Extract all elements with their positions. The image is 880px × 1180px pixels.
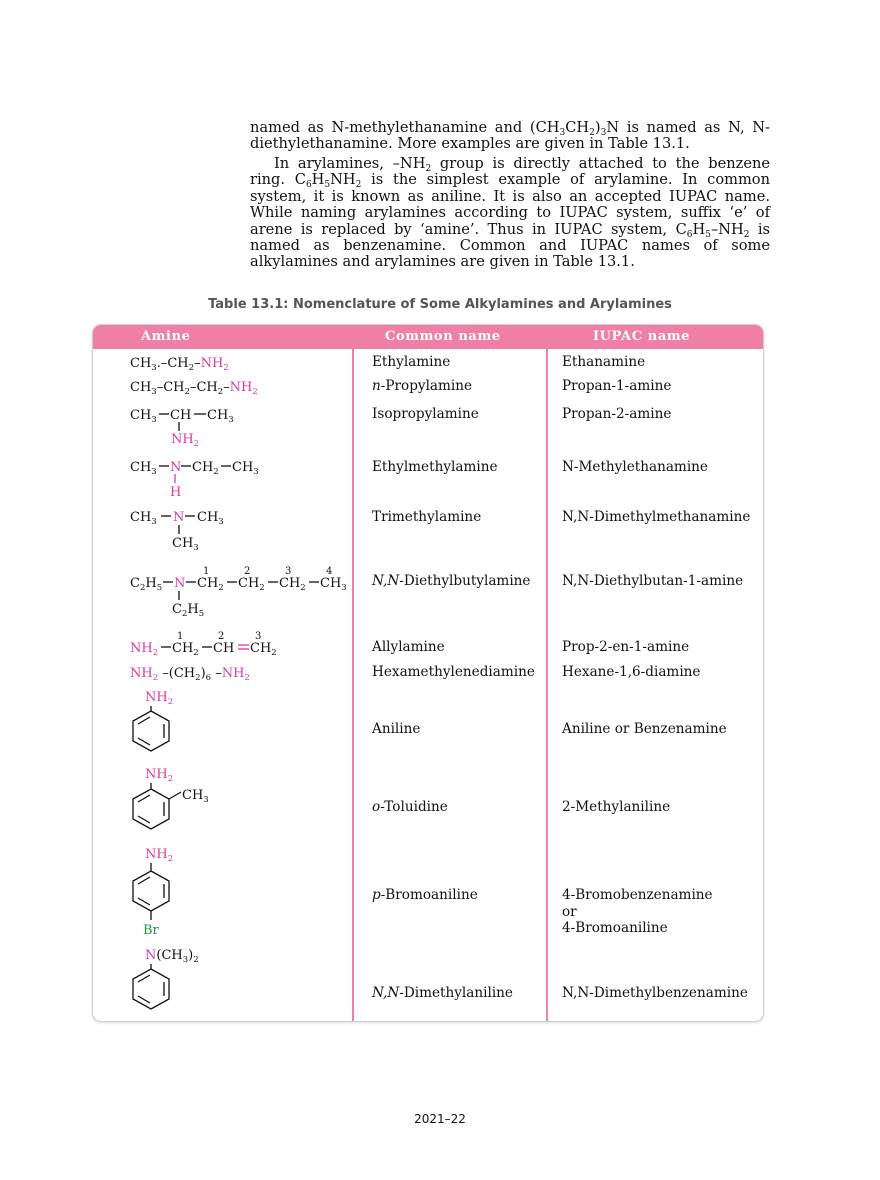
svg-text:CH3: $CH_3$ <box>130 460 157 477</box>
svg-text:CH3: $CH_3$ <box>172 536 199 553</box>
iupac-name-1: Ethanamine <box>562 354 646 370</box>
svg-text:CH3.–CH2–NH2: $CH_3.-CH_2-NH_2$ <box>130 356 229 373</box>
formula-hexamethylenediamine <box>130 666 250 683</box>
svg-text:CH2: $CH_2$ <box>238 576 265 593</box>
svg-text:CH3: $CH_3$ <box>197 510 224 527</box>
svg-text:NH2 –(CH2)6 –NH2: $NH_2$ $-(CH_2)_6$ $-NH_2$ <box>130 666 250 683</box>
svg-text:CH2: $CH_2$ <box>250 641 277 658</box>
intro-paragraph: named as N-methylethanamine and $(CH_3CH_2)_3N$ is named as N, N-diethylethanamine. More examples are given in Table 13.1. <box>250 119 770 153</box>
header-amine: Amine <box>141 329 191 344</box>
iupac-name-6: N,N-Diethylbutan-1-amine <box>562 573 744 589</box>
svg-text:3: 3 <box>285 566 292 577</box>
common-name-4: Ethylmethylamine <box>372 459 498 475</box>
svg-text:NH2: $NH_2$ <box>171 432 200 449</box>
common-name-2: n-Propylamine <box>372 378 473 394</box>
formula-ethylamine <box>130 356 229 373</box>
common-name-8: Hexamethylenediamine <box>372 664 535 680</box>
iupac-name-2: Propan-1-amine <box>562 378 672 394</box>
common-name-7: Allylamine <box>372 639 445 655</box>
formula-n-n-dimethylaniline <box>133 948 199 1009</box>
arylamines-paragraph: In arylamines, $-NH_2$ group is directly attached to the benzene ring. $C_6H_5NH_2$ is the simplest example of arylamine. In common system, it is known as aniline. It is also an accepted IUPAC name. While naming arylamines according to IUPAC system, suffix ‘e’ of arene is replaced by ‘amine’. Thus in IUPAC system, $C_6H_5-NH_2$ is named as benzenamine. Common and IUPAC names of some alkylamines and arylamines are given in Table 13.1. <box>250 155 770 271</box>
svg-text:CH3: $CH_3$ <box>130 510 157 527</box>
common-name-9: Aniline <box>372 721 421 737</box>
svg-text:CH3: $CH_3$ <box>130 408 157 425</box>
svg-text:2: 2 <box>218 631 225 642</box>
iupac-name-11-or: or <box>562 904 577 920</box>
svg-text:4: 4 <box>326 566 333 577</box>
svg-text:N: N <box>173 510 185 525</box>
common-name-5: Trimethylamine <box>372 509 482 525</box>
iupac-name-3: Propan-2-amine <box>562 406 672 422</box>
svg-text:NH2: $NH_2$ <box>130 641 159 658</box>
formula-trimethylamine <box>130 510 224 553</box>
formula-propylamine <box>130 380 258 397</box>
header-common-name: Common name <box>385 329 501 344</box>
table-caption: Table 13.1: Nomenclature of Some Alkylamines and Arylamines <box>208 297 672 312</box>
formula-o-toluidine <box>133 767 209 829</box>
svg-text:C2H5: $C_2H_5$ <box>130 576 163 593</box>
column-divider-2 <box>546 349 548 1022</box>
svg-text:CH3: $CH_3$ <box>182 788 209 805</box>
iupac-name-5: N,N-Dimethylmethanamine <box>562 509 751 525</box>
svg-text:N: N <box>170 460 182 475</box>
svg-text:1: 1 <box>203 566 210 577</box>
formula-ethylmethylamine <box>130 460 259 500</box>
common-name-3: Isopropylamine <box>372 406 479 422</box>
svg-text:Br: Br <box>143 923 159 938</box>
svg-text:N: N <box>174 576 186 591</box>
svg-text:CH2: $CH_2$ <box>172 641 199 658</box>
svg-text:NH2: $NH_2$ <box>145 767 174 784</box>
svg-text:CH2: $CH_2$ <box>197 576 224 593</box>
common-name-12: N,N-Dimethylaniline <box>372 985 513 1001</box>
common-name-11: p-Bromoaniline <box>372 887 478 903</box>
common-name-10: o-Toluidine <box>372 799 448 815</box>
page-footer-year: 2021–22 <box>414 1112 466 1126</box>
svg-text:C2H5: $C_2H_5$ <box>172 602 205 619</box>
iupac-name-8: Hexane-1,6-diamine <box>562 664 701 680</box>
header-iupac-name: IUPAC name <box>593 329 691 344</box>
svg-text:CH: CH <box>213 641 235 656</box>
svg-text:3: 3 <box>255 631 262 642</box>
svg-text:NH2: $NH_2$ <box>145 847 174 864</box>
iupac-name-12: N,N-Dimethylbenzenamine <box>562 985 748 1001</box>
formula-p-bromoaniline <box>133 847 173 938</box>
svg-text:CH2: $CH_2$ <box>279 576 306 593</box>
iupac-name-11: 4-Bromobenzenamine <box>562 887 713 903</box>
svg-text:NH2: $NH_2$ <box>145 690 174 707</box>
svg-text:2: 2 <box>244 566 251 577</box>
iupac-name-7: Prop-2-en-1-amine <box>562 639 690 655</box>
formula-diethylbutylamine <box>130 566 347 619</box>
svg-text:NN(CH(CH3)2: $N(CH_3)_2$ <box>145 948 199 965</box>
svg-text:CH: CH <box>170 408 192 423</box>
formula-isopropylamine <box>130 408 234 449</box>
svg-text:CH3: $CH_3$ <box>320 576 347 593</box>
iupac-name-4: N-Methylethanamine <box>562 459 708 475</box>
svg-text:CH3–CH2–CH2–NH2: $CH_3-CH_2-CH_2-NH_2$ <box>130 380 258 397</box>
common-name-6: N,N-Diethylbutylamine <box>372 573 531 589</box>
nomenclature-table <box>92 324 764 1022</box>
formula-allylamine <box>130 631 277 658</box>
svg-text:CH3: $CH_3$ <box>232 460 259 477</box>
formula-aniline <box>133 690 173 751</box>
svg-text:H: H <box>170 485 182 500</box>
iupac-name-11-alt: 4-Bromoaniline <box>562 920 668 936</box>
iupac-name-9: Aniline or Benzenamine <box>562 721 727 737</box>
common-name-1: Ethylamine <box>372 354 451 370</box>
iupac-name-10: 2-Methylaniline <box>562 799 671 815</box>
svg-text:CH3: $CH_3$ <box>207 408 234 425</box>
svg-text:1: 1 <box>177 631 184 642</box>
svg-text:CH2: $CH_2$ <box>192 460 219 477</box>
amine-structures <box>93 325 353 1022</box>
